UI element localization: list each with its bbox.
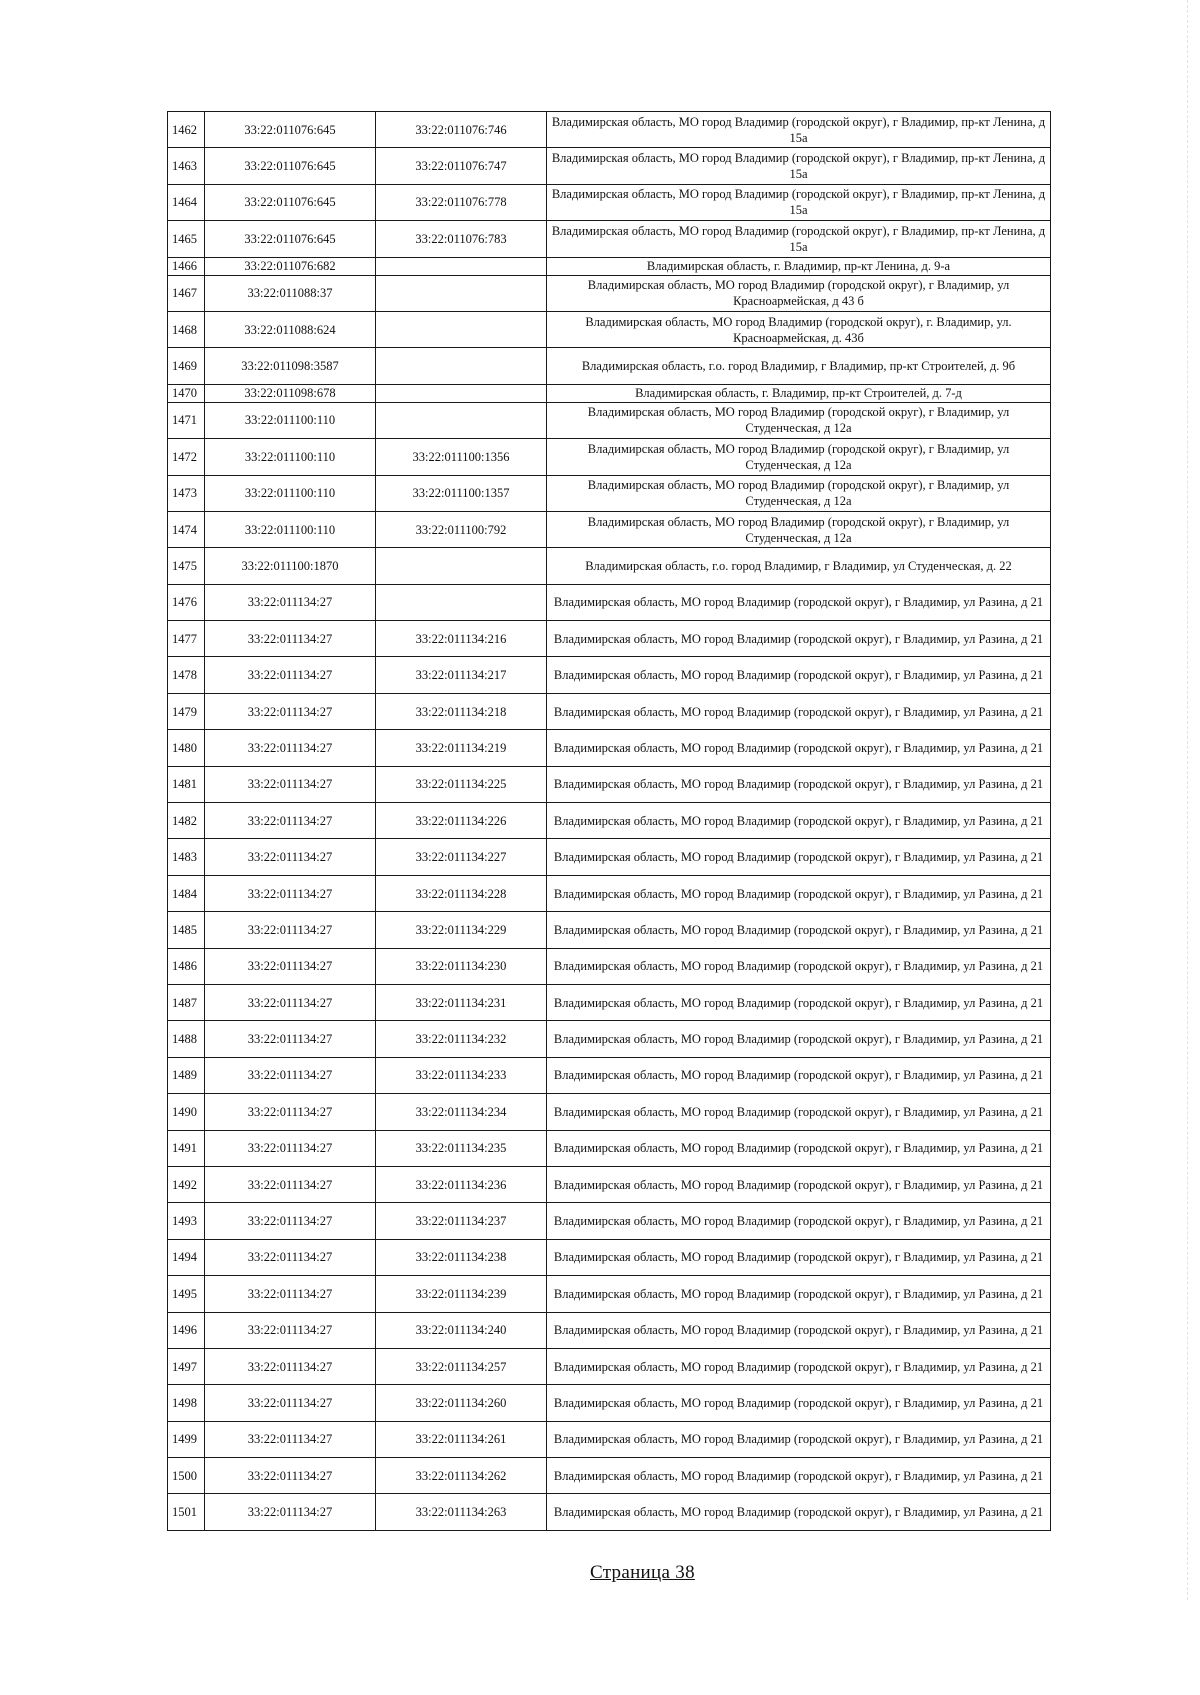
row-number-cell: 1501 (168, 1494, 205, 1530)
object-number-cell: 33:22:011100:1357 (376, 475, 547, 511)
address-cell: Владимирская область, МО город Владимир (городской округ), г Владимир, ул Разина, д 21 (547, 1494, 1051, 1530)
table-row (168, 1458, 1051, 1494)
address-cell: Владимирская область, МО город Владимир (городской округ), г Владимир, ул Разина, д 21 (547, 657, 1051, 693)
row-number-cell: 1468 (168, 311, 205, 347)
row-number-cell: 1481 (168, 766, 205, 802)
object-number-cell: 33:22:011134:219 (376, 730, 547, 766)
object-number-cell (376, 402, 547, 438)
cadastral-number-cell: 33:22:011076:682 (205, 257, 376, 275)
object-number-cell (376, 348, 547, 384)
address-cell: Владимирская область, г.о. город Владимир, г Владимир, пр-кт Строителей, д. 9б (547, 348, 1051, 384)
address-cell: Владимирская область, МО город Владимир (городской округ), г Владимир, ул Разина, д 21 (547, 1421, 1051, 1457)
object-number-cell (376, 275, 547, 311)
row-number-cell: 1466 (168, 257, 205, 275)
address-cell: Владимирская область, МО город Владимир (городской округ), г Владимир, ул Разина, д 21 (547, 803, 1051, 839)
object-number-cell: 33:22:011134:238 (376, 1239, 547, 1275)
table-row (168, 693, 1051, 729)
object-number-cell: 33:22:011076:778 (376, 184, 547, 220)
address-cell: Владимирская область, МО город Владимир (городской округ), г Владимир, ул Красноармейская, д 43 б (547, 275, 1051, 311)
row-number-cell: 1490 (168, 1094, 205, 1130)
cadastral-number-cell: 33:22:011100:1870 (205, 548, 376, 584)
table-row (168, 384, 1051, 402)
table-row (168, 184, 1051, 220)
address-cell: Владимирская область, МО город Владимир (городской округ), г Владимир, ул Студенческая, д 12а (547, 511, 1051, 547)
address-cell: Владимирская область, МО город Владимир (городской округ), г Владимир, пр-кт Ленина, д 15а (547, 148, 1051, 184)
cadastral-number-cell: 33:22:011076:645 (205, 148, 376, 184)
row-number-cell: 1473 (168, 475, 205, 511)
cadastral-number-cell: 33:22:011100:110 (205, 511, 376, 547)
address-cell: Владимирская область, МО город Владимир (городской округ), г Владимир, ул Студенческая, д 12а (547, 475, 1051, 511)
cadastral-number-cell: 33:22:011134:27 (205, 621, 376, 657)
row-number-cell: 1488 (168, 1021, 205, 1057)
cadastral-number-cell: 33:22:011134:27 (205, 766, 376, 802)
table-row (168, 1276, 1051, 1312)
table-row (168, 1203, 1051, 1239)
cadastral-number-cell: 33:22:011088:37 (205, 275, 376, 311)
row-number-cell: 1463 (168, 148, 205, 184)
cadastral-number-cell: 33:22:011134:27 (205, 584, 376, 620)
row-number-cell: 1462 (168, 112, 205, 148)
row-number-cell: 1496 (168, 1312, 205, 1348)
row-number-cell: 1482 (168, 803, 205, 839)
table-row (168, 148, 1051, 184)
row-number-cell: 1464 (168, 184, 205, 220)
address-cell: Владимирская область, МО город Владимир (городской округ), г Владимир, ул Разина, д 21 (547, 875, 1051, 911)
cadastral-number-cell: 33:22:011088:624 (205, 311, 376, 347)
row-number-cell: 1500 (168, 1458, 205, 1494)
object-number-cell: 33:22:011076:747 (376, 148, 547, 184)
cadastral-number-cell: 33:22:011076:645 (205, 221, 376, 257)
object-number-cell: 33:22:011134:240 (376, 1312, 547, 1348)
object-number-cell: 33:22:011134:216 (376, 621, 547, 657)
cadastral-number-cell: 33:22:011134:27 (205, 948, 376, 984)
object-number-cell: 33:22:011134:262 (376, 1458, 547, 1494)
object-number-cell: 33:22:011134:263 (376, 1494, 547, 1530)
row-number-cell: 1484 (168, 875, 205, 911)
cadastral-number-cell: 33:22:011098:3587 (205, 348, 376, 384)
address-cell: Владимирская область, МО город Владимир (городской округ), г Владимир, ул Разина, д 21 (547, 1130, 1051, 1166)
cadastral-number-cell: 33:22:011134:27 (205, 693, 376, 729)
cadastral-number-cell: 33:22:011134:27 (205, 657, 376, 693)
table-row (168, 1348, 1051, 1384)
address-cell: Владимирская область, МО город Владимир (городской округ), г Владимир, ул Разина, д 21 (547, 912, 1051, 948)
table-row (168, 1239, 1051, 1275)
cadastral-number-cell: 33:22:011134:27 (205, 1130, 376, 1166)
cadastral-number-cell: 33:22:011134:27 (205, 875, 376, 911)
table-row (168, 1021, 1051, 1057)
table-row (168, 875, 1051, 911)
address-cell: Владимирская область, г. Владимир, пр-кт Строителей, д. 7-д (547, 384, 1051, 402)
cadastral-number-cell: 33:22:011134:27 (205, 730, 376, 766)
table-row (168, 221, 1051, 257)
table-row (168, 548, 1051, 584)
object-number-cell (376, 548, 547, 584)
cadastral-number-cell: 33:22:011134:27 (205, 1057, 376, 1093)
row-number-cell: 1497 (168, 1348, 205, 1384)
table-row (168, 402, 1051, 438)
row-number-cell: 1493 (168, 1203, 205, 1239)
cadastral-number-cell: 33:22:011134:27 (205, 1166, 376, 1202)
table-row (168, 1094, 1051, 1130)
table-row (168, 257, 1051, 275)
row-number-cell: 1485 (168, 912, 205, 948)
address-cell: Владимирская область, МО город Владимир (городской округ), г. Владимир, ул. Красноармейская, д. 43б (547, 311, 1051, 347)
table-row (168, 912, 1051, 948)
table-row (168, 766, 1051, 802)
row-number-cell: 1492 (168, 1166, 205, 1202)
table-row (168, 1130, 1051, 1166)
cadastral-number-cell: 33:22:011134:27 (205, 1385, 376, 1421)
cadastral-number-cell: 33:22:011134:27 (205, 1348, 376, 1384)
object-number-cell: 33:22:011134:218 (376, 693, 547, 729)
object-number-cell: 33:22:011134:229 (376, 912, 547, 948)
cadastral-number-cell: 33:22:011134:27 (205, 839, 376, 875)
row-number-cell: 1467 (168, 275, 205, 311)
row-number-cell: 1487 (168, 984, 205, 1020)
cadastral-number-cell: 33:22:011134:27 (205, 1239, 376, 1275)
row-number-cell: 1486 (168, 948, 205, 984)
table-row (168, 1385, 1051, 1421)
table-row (168, 657, 1051, 693)
address-cell: Владимирская область, г. Владимир, пр-кт Ленина, д. 9-а (547, 257, 1051, 275)
table-row (168, 311, 1051, 347)
address-cell: Владимирская область, г.о. город Владимир, г Владимир, ул Студенческая, д. 22 (547, 548, 1051, 584)
address-cell: Владимирская область, МО город Владимир (городской округ), г Владимир, ул Разина, д 21 (547, 984, 1051, 1020)
row-number-cell: 1489 (168, 1057, 205, 1093)
table-row (168, 584, 1051, 620)
object-number-cell: 33:22:011100:1356 (376, 439, 547, 475)
table-row (168, 1057, 1051, 1093)
row-number-cell: 1474 (168, 511, 205, 547)
address-cell: Владимирская область, МО город Владимир (городской округ), г Владимир, ул Разина, д 21 (547, 1312, 1051, 1348)
register-table (167, 111, 1051, 1531)
address-cell: Владимирская область, МО город Владимир (городской округ), г Владимир, ул Разина, д 21 (547, 1094, 1051, 1130)
cadastral-number-cell: 33:22:011134:27 (205, 912, 376, 948)
object-number-cell: 33:22:011134:260 (376, 1385, 547, 1421)
table-row (168, 1166, 1051, 1202)
address-cell: Владимирская область, МО город Владимир (городской округ), г Владимир, ул Разина, д 21 (547, 621, 1051, 657)
row-number-cell: 1472 (168, 439, 205, 475)
cadastral-number-cell: 33:22:011134:27 (205, 1312, 376, 1348)
row-number-cell: 1475 (168, 548, 205, 584)
address-cell: Владимирская область, МО город Владимир (городской округ), г Владимир, ул Разина, д 21 (547, 1458, 1051, 1494)
cadastral-number-cell: 33:22:011134:27 (205, 1276, 376, 1312)
cadastral-number-cell: 33:22:011100:110 (205, 402, 376, 438)
table-row (168, 275, 1051, 311)
address-cell: Владимирская область, МО город Владимир (городской округ), г Владимир, ул Разина, д 21 (547, 839, 1051, 875)
address-cell: Владимирская область, МО город Владимир (городской округ), г Владимир, ул Разина, д 21 (547, 1057, 1051, 1093)
address-cell: Владимирская область, МО город Владимир (городской округ), г Владимир, ул Разина, д 21 (547, 730, 1051, 766)
table-row (168, 1421, 1051, 1457)
cadastral-number-cell: 33:22:011134:27 (205, 1494, 376, 1530)
object-number-cell (376, 384, 547, 402)
object-number-cell: 33:22:011134:234 (376, 1094, 547, 1130)
cadastral-number-cell: 33:22:011134:27 (205, 1203, 376, 1239)
table-row (168, 511, 1051, 547)
object-number-cell: 33:22:011100:792 (376, 511, 547, 547)
address-cell: Владимирская область, МО город Владимир (городской округ), г Владимир, пр-кт Ленина, д 15а (547, 184, 1051, 220)
object-number-cell: 33:22:011134:233 (376, 1057, 547, 1093)
row-number-cell: 1479 (168, 693, 205, 729)
address-cell: Владимирская область, МО город Владимир (городской округ), г Владимир, ул Разина, д 21 (547, 948, 1051, 984)
address-cell: Владимирская область, МО город Владимир (городской округ), г Владимир, ул Разина, д 21 (547, 1166, 1051, 1202)
object-number-cell: 33:22:011076:783 (376, 221, 547, 257)
object-number-cell: 33:22:011134:217 (376, 657, 547, 693)
table-row (168, 621, 1051, 657)
address-cell: Владимирская область, МО город Владимир (городской округ), г Владимир, пр-кт Ленина, д 15а (547, 221, 1051, 257)
table-row (168, 803, 1051, 839)
table-row (168, 112, 1051, 148)
address-cell: Владимирская область, МО город Владимир (городской округ), г Владимир, ул Разина, д 21 (547, 1348, 1051, 1384)
address-cell: Владимирская область, МО город Владимир (городской округ), г Владимир, ул Разина, д 21 (547, 1021, 1051, 1057)
object-number-cell: 33:22:011134:230 (376, 948, 547, 984)
cadastral-number-cell: 33:22:011134:27 (205, 803, 376, 839)
address-cell: Владимирская область, МО город Владимир (городской округ), г Владимир, ул Студенческая, д 12а (547, 439, 1051, 475)
object-number-cell: 33:22:011134:225 (376, 766, 547, 802)
table-row (168, 475, 1051, 511)
object-number-cell: 33:22:011134:227 (376, 839, 547, 875)
object-number-cell: 33:22:011134:235 (376, 1130, 547, 1166)
object-number-cell: 33:22:011076:746 (376, 112, 547, 148)
table-row (168, 348, 1051, 384)
row-number-cell: 1498 (168, 1385, 205, 1421)
row-number-cell: 1483 (168, 839, 205, 875)
table-row (168, 439, 1051, 475)
row-number-cell: 1470 (168, 384, 205, 402)
cadastral-number-cell: 33:22:011076:645 (205, 112, 376, 148)
object-number-cell: 33:22:011134:236 (376, 1166, 547, 1202)
row-number-cell: 1469 (168, 348, 205, 384)
cadastral-number-cell: 33:22:011076:645 (205, 184, 376, 220)
table-row (168, 984, 1051, 1020)
cadastral-number-cell: 33:22:011100:110 (205, 439, 376, 475)
cadastral-number-cell: 33:22:011098:678 (205, 384, 376, 402)
address-cell: Владимирская область, МО город Владимир (городской округ), г Владимир, пр-кт Ленина, д 15а (547, 112, 1051, 148)
object-number-cell: 33:22:011134:261 (376, 1421, 547, 1457)
object-number-cell: 33:22:011134:226 (376, 803, 547, 839)
table-row (168, 948, 1051, 984)
page-footer: Страница 38 (590, 1562, 695, 1583)
object-number-cell: 33:22:011134:228 (376, 875, 547, 911)
cadastral-number-cell: 33:22:011100:110 (205, 475, 376, 511)
address-cell: Владимирская область, МО город Владимир (городской округ), г Владимир, ул Разина, д 21 (547, 1385, 1051, 1421)
cadastral-number-cell: 33:22:011134:27 (205, 1094, 376, 1130)
address-cell: Владимирская область, МО город Владимир (городской округ), г Владимир, ул Разина, д 21 (547, 584, 1051, 620)
address-cell: Владимирская область, МО город Владимир (городской округ), г Владимир, ул Разина, д 21 (547, 1276, 1051, 1312)
address-cell: Владимирская область, МО город Владимир (городской округ), г Владимир, ул Разина, д 21 (547, 1239, 1051, 1275)
scan-edge-artifact (1187, 0, 1190, 1600)
table-row (168, 839, 1051, 875)
object-number-cell (376, 257, 547, 275)
row-number-cell: 1465 (168, 221, 205, 257)
address-cell: Владимирская область, МО город Владимир (городской округ), г Владимир, ул Разина, д 21 (547, 1203, 1051, 1239)
address-cell: Владимирская область, МО город Владимир (городской округ), г Владимир, ул Разина, д 21 (547, 693, 1051, 729)
object-number-cell: 33:22:011134:231 (376, 984, 547, 1020)
object-number-cell: 33:22:011134:239 (376, 1276, 547, 1312)
object-number-cell (376, 584, 547, 620)
table-row (168, 730, 1051, 766)
row-number-cell: 1477 (168, 621, 205, 657)
object-number-cell (376, 311, 547, 347)
row-number-cell: 1478 (168, 657, 205, 693)
row-number-cell: 1491 (168, 1130, 205, 1166)
object-number-cell: 33:22:011134:232 (376, 1021, 547, 1057)
address-cell: Владимирская область, МО город Владимир (городской округ), г Владимир, ул Разина, д 21 (547, 766, 1051, 802)
row-number-cell: 1471 (168, 402, 205, 438)
table-row (168, 1312, 1051, 1348)
row-number-cell: 1480 (168, 730, 205, 766)
cadastral-number-cell: 33:22:011134:27 (205, 984, 376, 1020)
table-row (168, 1494, 1051, 1530)
object-number-cell: 33:22:011134:257 (376, 1348, 547, 1384)
register-table-body (168, 112, 1051, 1531)
row-number-cell: 1494 (168, 1239, 205, 1275)
row-number-cell: 1499 (168, 1421, 205, 1457)
cadastral-number-cell: 33:22:011134:27 (205, 1458, 376, 1494)
row-number-cell: 1476 (168, 584, 205, 620)
cadastral-number-cell: 33:22:011134:27 (205, 1421, 376, 1457)
object-number-cell: 33:22:011134:237 (376, 1203, 547, 1239)
address-cell: Владимирская область, МО город Владимир (городской округ), г Владимир, ул Студенческая, д 12а (547, 402, 1051, 438)
cadastral-number-cell: 33:22:011134:27 (205, 1021, 376, 1057)
row-number-cell: 1495 (168, 1276, 205, 1312)
